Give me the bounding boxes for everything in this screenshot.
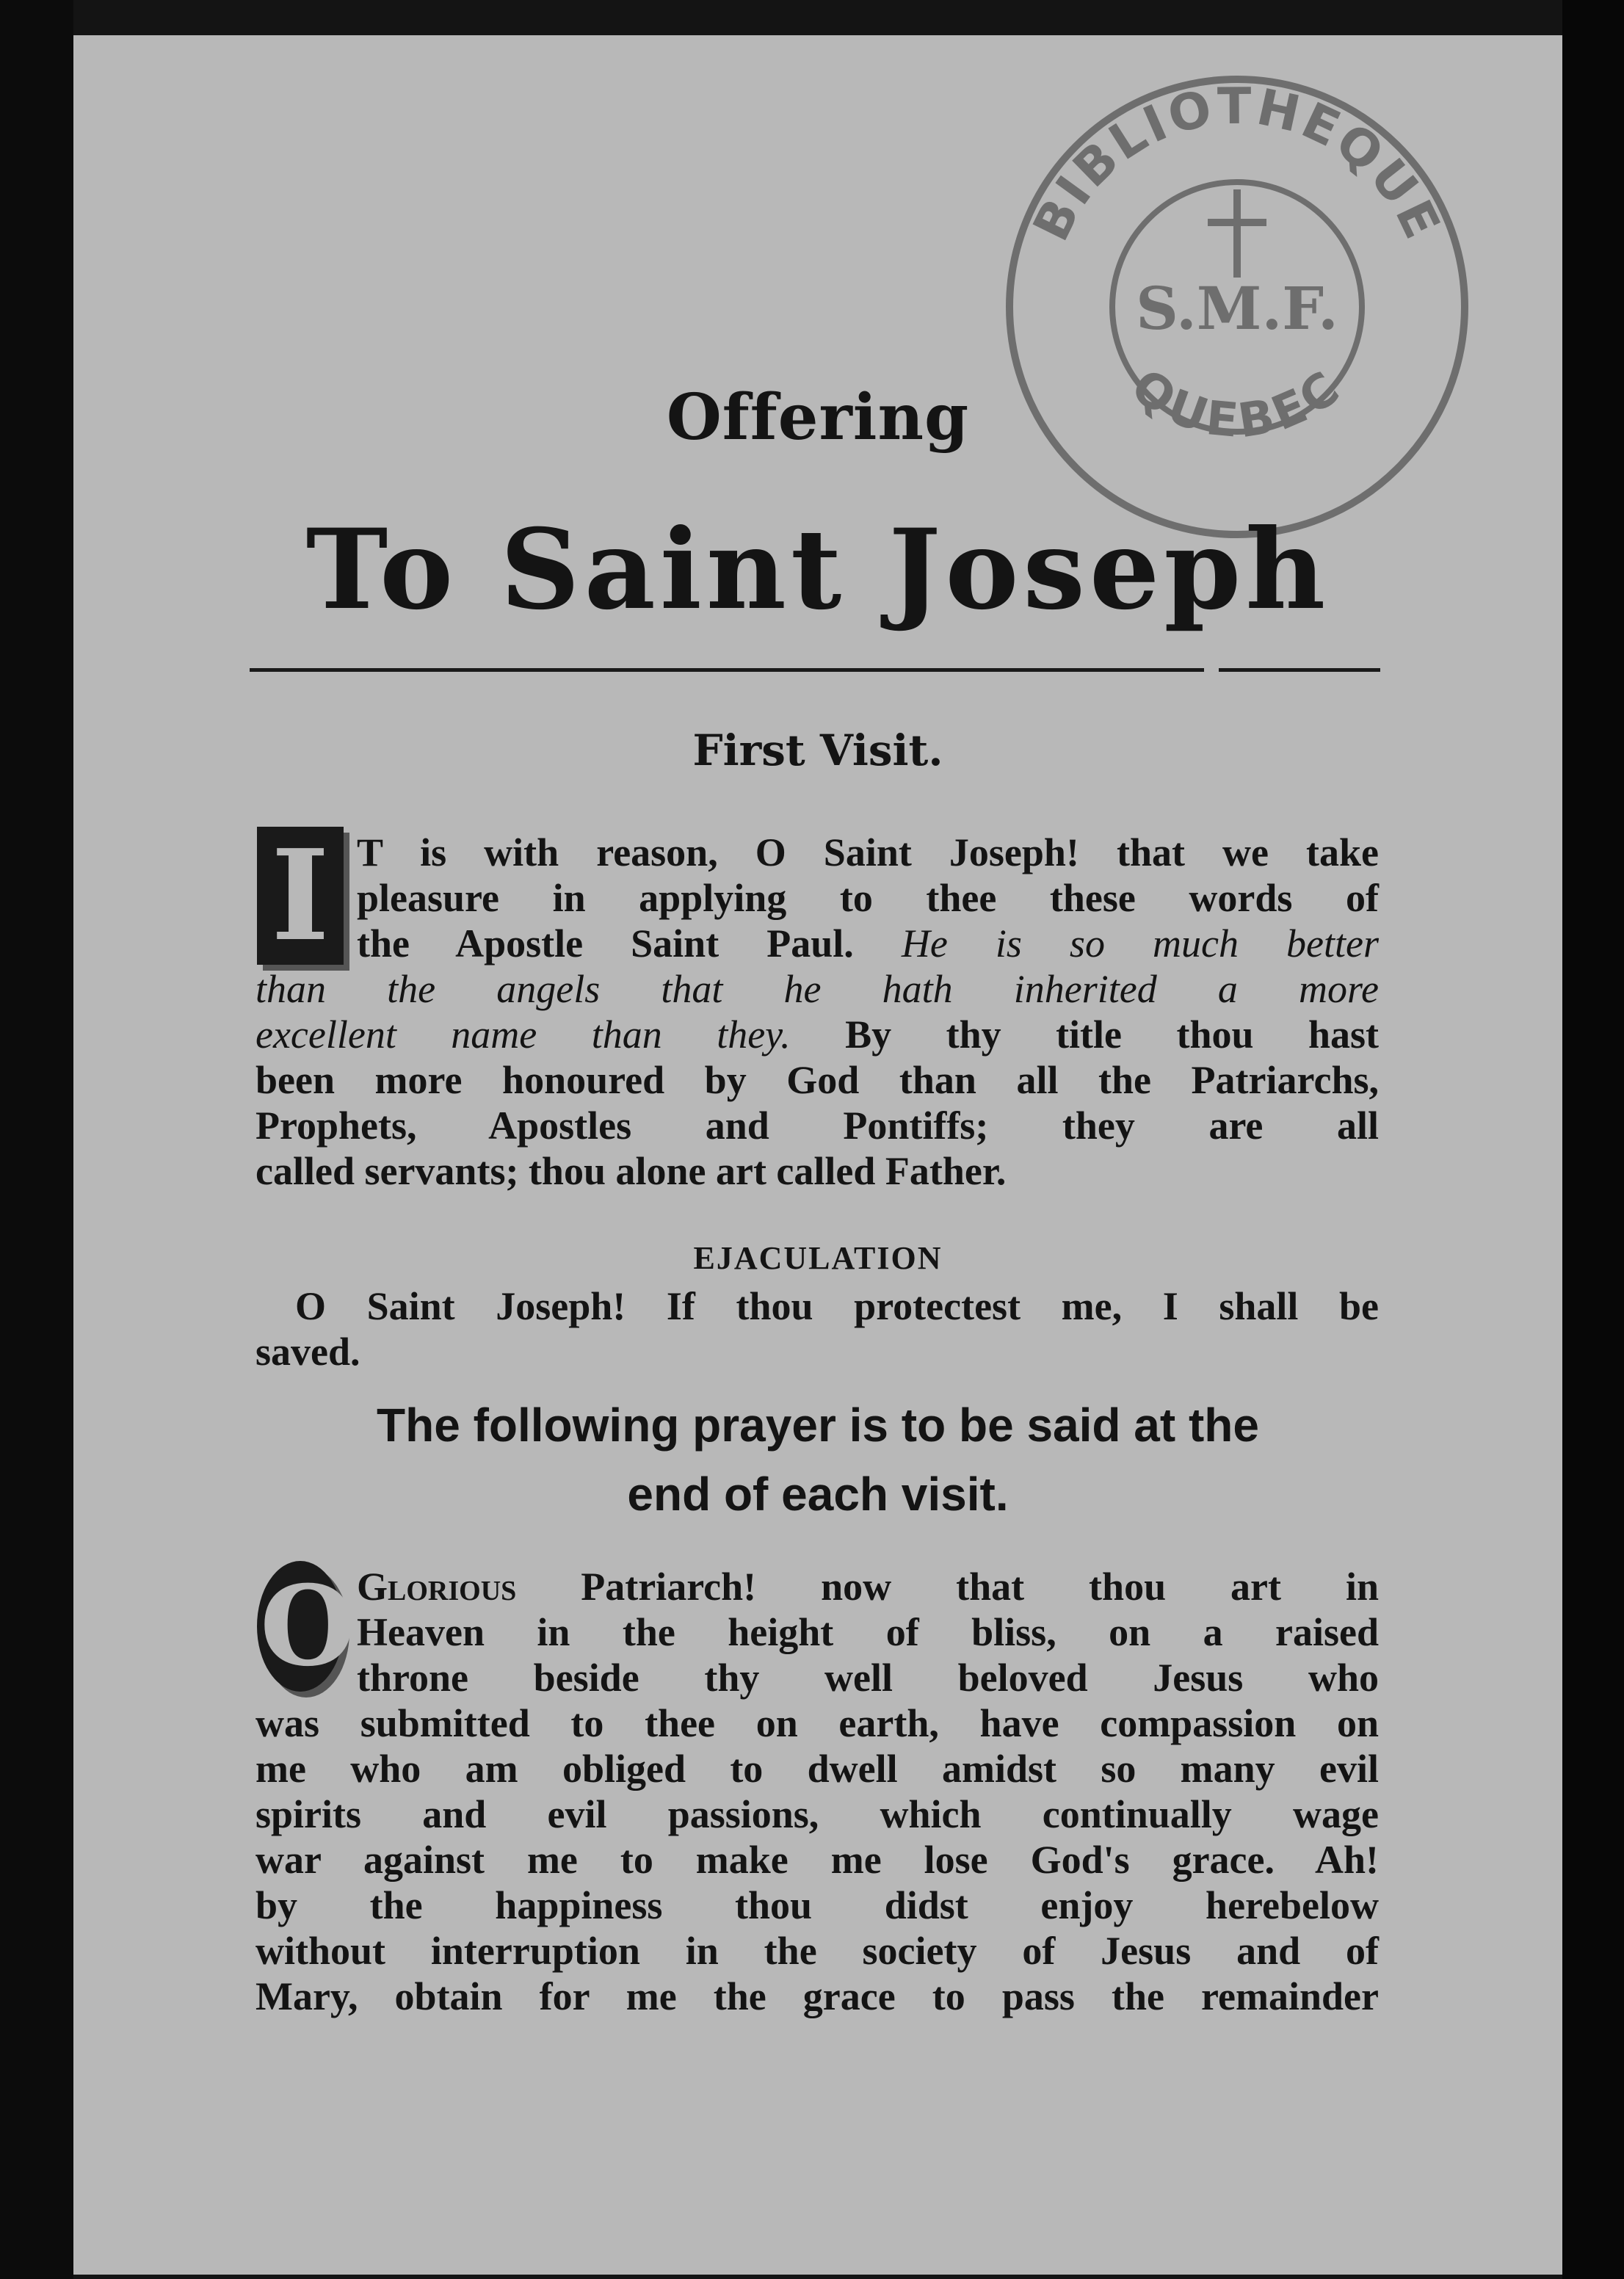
paragraph-line: Prophets, Apostles and Pontiffs; they are all: [255, 1104, 1379, 1148]
paragraph-line: been more honoured by God than all the Patriarchs,: [255, 1058, 1379, 1102]
paragraph-line: [255, 1012, 1379, 1057]
section-heading-first-visit: First Visit.: [692, 725, 943, 775]
stamp-center-text: S.M.F.: [1136, 274, 1338, 343]
paragraph-line: Heaven in the height of bliss, on a raised: [357, 1610, 1379, 1654]
paragraph-line: called servants; thou alone art called Father.: [255, 1149, 1007, 1193]
paragraph-line: by the happiness thou didst enjoy herebelow: [255, 1883, 1379, 1927]
paragraph-smallcaps-text: Glorious: [357, 1565, 517, 1609]
paragraph-text: By thy title thou hast: [845, 1012, 1380, 1057]
paragraph-line: war against me to make me lose God's grace. Ah!: [255, 1838, 1379, 1882]
title-to-saint-joseph: To Saint Joseph: [305, 505, 1330, 634]
scan-border-left: [0, 0, 73, 2279]
ejaculation-label: EJACULATION: [693, 1240, 943, 1276]
document-page: [73, 35, 1562, 2275]
paragraph-line: throne beside thy well beloved Jesus who: [357, 1656, 1379, 1700]
paragraph-line: T is with reason, O Saint Joseph! that we take: [357, 830, 1379, 874]
prayer-heading: The following prayer is to be said at the: [377, 1399, 1259, 1452]
paragraph-line: was submitted to thee on earth, have compassion on: [255, 1701, 1379, 1745]
scan-border-right: [1562, 0, 1624, 2279]
paragraph-italic-text: He is so much better: [901, 921, 1379, 965]
title-offering: Offering: [666, 380, 970, 454]
stamp-text-top: BIBLIOTHEQUE: [1022, 77, 1452, 250]
ejaculation-line: O Saint Joseph! If thou protectest me, I shall be: [295, 1284, 1379, 1328]
dropcap-o: O: [257, 1561, 344, 1692]
stamp-text-bottom: QUEBEC: [1121, 358, 1353, 449]
paragraph-text: the Apostle Saint Paul.: [357, 921, 854, 965]
dropcap-i: I: [257, 827, 344, 965]
prayer-heading: end of each visit.: [627, 1468, 1009, 1521]
library-stamp: [995, 65, 1479, 549]
paragraph-text: Patriarch! now that thou art in: [581, 1565, 1380, 1609]
paragraph-line: me who am obliged to dwell amidst so many evil: [255, 1747, 1379, 1791]
ejaculation-line: saved.: [255, 1330, 360, 1374]
paragraph-line: without interruption in the society of Jesus and of: [255, 1929, 1379, 1973]
paragraph-line: than the angels that he hath inherited a more: [255, 967, 1379, 1011]
title-rule-short: [1219, 668, 1380, 672]
paragraph-line: [357, 921, 1379, 966]
paragraph-line: [357, 1564, 1379, 1609]
paragraph-line: pleasure in applying to thee these words of: [357, 876, 1379, 920]
paragraph-line: Mary, obtain for me the grace to pass the remainder: [255, 1974, 1379, 2018]
paragraph-line: spirits and evil passions, which continually wage: [255, 1792, 1379, 1836]
title-rule: [250, 668, 1204, 672]
paragraph-italic-text: excellent name than they.: [255, 1012, 791, 1057]
